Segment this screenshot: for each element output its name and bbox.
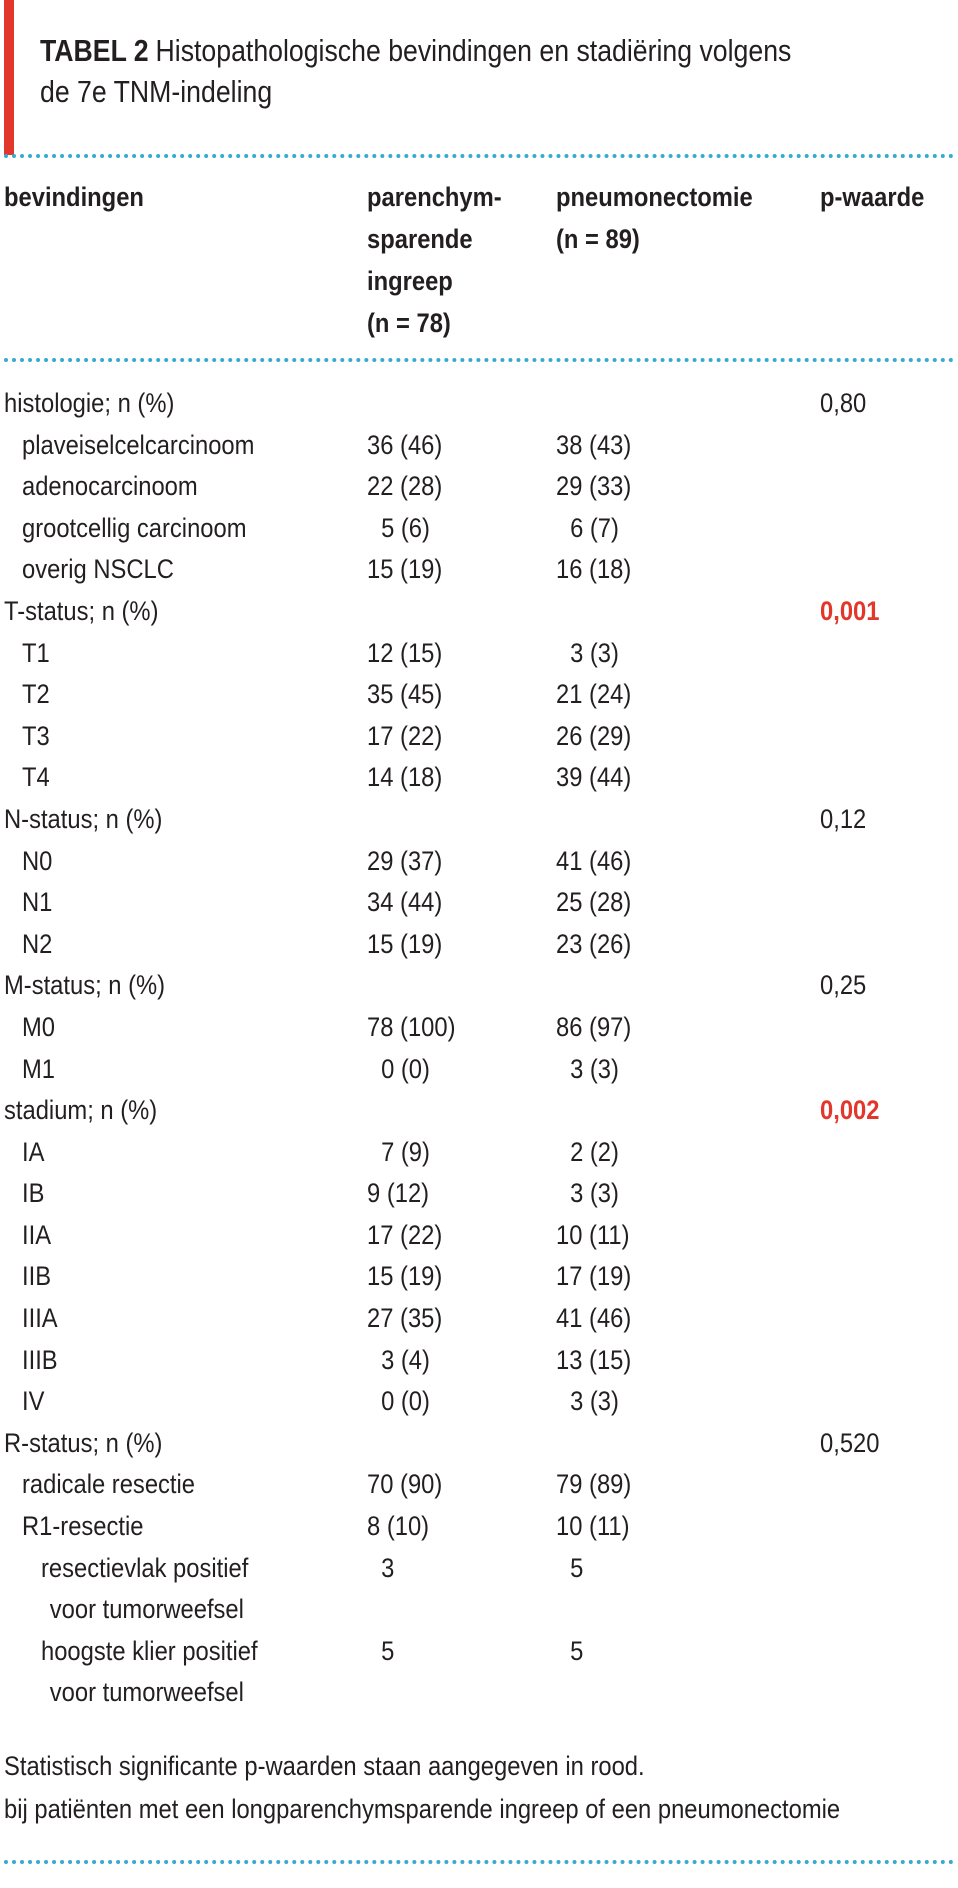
table-row xyxy=(0,882,958,924)
group-label xyxy=(4,383,174,425)
table-row xyxy=(0,1132,958,1174)
row-label xyxy=(22,508,247,550)
cell-parenchymsparend xyxy=(367,1548,394,1590)
cell-p-waarde: 0,80 xyxy=(820,388,867,418)
cell-pneumonectomie-text: 39 (44) xyxy=(556,762,632,793)
header-line: pneumonectomie xyxy=(556,182,753,212)
cell-pneumonectomie-text: 10 (11) xyxy=(556,1219,630,1250)
row-label xyxy=(22,882,52,924)
table-row xyxy=(0,1049,958,1091)
cell-parenchymsparend xyxy=(367,1631,394,1673)
row-label-text: IV xyxy=(22,1386,45,1417)
table-row xyxy=(0,841,958,883)
cell-pneumonectomie-text: 2 (2) xyxy=(570,1136,619,1167)
cell-pneumonectomie-text: 25 (28) xyxy=(556,887,632,918)
row-label xyxy=(22,466,198,508)
cell-parenchymsparend-text: 3 xyxy=(381,1552,395,1583)
table-row xyxy=(0,508,958,550)
cell-pneumonectomie xyxy=(556,841,631,883)
table-row xyxy=(0,1631,958,1714)
cell-parenchymsparend-text: 35 (45) xyxy=(367,679,443,710)
row-label-text: M1 xyxy=(22,1053,56,1084)
cell-pneumonectomie xyxy=(556,1173,619,1215)
header-bevindingen xyxy=(4,176,144,218)
cell-pneumonectomie-text: 17 (19) xyxy=(556,1261,632,1292)
cell-parenchymsparend-text: 9 (12) xyxy=(367,1178,430,1209)
table-row xyxy=(0,1506,958,1548)
table-row xyxy=(0,1464,958,1506)
cell-parenchymsparend xyxy=(367,633,442,675)
cell-parenchymsparend xyxy=(367,425,442,467)
table-row xyxy=(0,799,958,841)
table-row xyxy=(0,633,958,675)
cell-pneumonectomie-text: 79 (89) xyxy=(556,1469,632,1500)
row-label-continued: voor tumorweefsel xyxy=(49,1594,244,1625)
cell-p-waarde: 0,002 xyxy=(820,1095,880,1126)
table-row xyxy=(0,757,958,799)
cell-pneumonectomie-text: 41 (46) xyxy=(556,845,632,876)
row-label-text: adenocarcinoom xyxy=(22,471,198,502)
cell-pneumonectomie xyxy=(556,1049,619,1091)
row-label xyxy=(22,674,50,716)
row-label xyxy=(22,1298,58,1340)
cell-pneumonectomie-text: 86 (97) xyxy=(556,1011,632,1042)
row-label-text: IIB xyxy=(22,1261,52,1292)
row-label xyxy=(22,1381,44,1423)
table-row xyxy=(0,1381,958,1423)
table-row xyxy=(0,1548,958,1631)
cell-parenchymsparend-text: 27 (35) xyxy=(367,1303,443,1334)
cell-p-waarde: 0,12 xyxy=(820,803,867,834)
cell-pneumonectomie-text: 5 xyxy=(570,1552,584,1583)
cell-parenchymsparend xyxy=(367,1381,430,1423)
group-label xyxy=(4,1423,162,1465)
header-line: p-waarde xyxy=(820,182,925,212)
table-row xyxy=(0,591,958,633)
cell-pneumonectomie-text: 10 (11) xyxy=(556,1511,630,1542)
cell-parenchymsparend xyxy=(367,716,442,758)
footnotes xyxy=(4,1745,840,1831)
cell-parenchymsparend xyxy=(367,549,442,591)
group-label xyxy=(4,1090,157,1132)
table-row xyxy=(0,1007,958,1049)
cell-pneumonectomie-text: 3 (3) xyxy=(570,1178,619,1209)
cell-parenchymsparend-text: 8 (10) xyxy=(367,1511,430,1542)
cell-pneumonectomie xyxy=(556,1381,619,1423)
cell-parenchymsparend-text: 5 xyxy=(381,1635,395,1666)
cell-pneumonectomie xyxy=(556,1132,619,1174)
row-label xyxy=(22,1049,55,1091)
table-row xyxy=(0,1298,958,1340)
row-label-text: T1 xyxy=(22,637,50,668)
divider-bottom xyxy=(4,1860,954,1864)
table-row xyxy=(0,1340,958,1382)
cell-parenchymsparend xyxy=(367,508,430,550)
row-label-text: T-status; n (%) xyxy=(4,595,159,626)
row-label xyxy=(22,841,52,883)
row-label-text: radicale resectie xyxy=(22,1469,196,1500)
row-label-text: grootcellig carcinoom xyxy=(22,512,247,543)
header-line: bevindingen xyxy=(4,182,144,212)
row-label-text: overig NSCLC xyxy=(22,554,174,585)
header-pneumonectomie xyxy=(556,176,753,260)
cell-parenchymsparend-text: 14 (18) xyxy=(367,762,443,793)
table-caption: Histopathologische bevindingen en stadiëring volgens de 7e TNM-indeling xyxy=(40,33,792,109)
cell-parenchymsparend-text: 3 (4) xyxy=(381,1344,430,1375)
group-label xyxy=(4,591,158,633)
cell-parenchymsparend xyxy=(367,924,442,966)
row-label-text: IIIA xyxy=(22,1303,58,1334)
cell-pneumonectomie xyxy=(556,425,631,467)
row-label-text: T2 xyxy=(22,679,50,710)
row-label-text: N2 xyxy=(22,928,53,959)
cell-parenchymsparend xyxy=(367,1256,442,1298)
cell-parenchymsparend-text: 0 (0) xyxy=(381,1386,430,1417)
row-label xyxy=(22,1132,44,1174)
cell-pneumonectomie xyxy=(556,1007,631,1049)
cell-parenchymsparend xyxy=(367,1215,442,1257)
row-label xyxy=(22,425,254,467)
cell-pneumonectomie xyxy=(556,1464,631,1506)
cell-pneumonectomie xyxy=(556,1548,583,1590)
row-label-text: IIIB xyxy=(22,1344,58,1375)
cell-parenchymsparend xyxy=(367,1007,456,1049)
table-row xyxy=(0,716,958,758)
cell-pneumonectomie-text: 26 (29) xyxy=(556,720,632,751)
cell-parenchymsparend xyxy=(367,1173,429,1215)
row-label xyxy=(22,1256,51,1298)
row-label xyxy=(41,1631,258,1714)
cell-pneumonectomie xyxy=(556,466,631,508)
table-row xyxy=(0,425,958,467)
row-label xyxy=(22,1340,58,1382)
row-label-text: resectievlak positief xyxy=(41,1552,249,1583)
cell-pneumonectomie xyxy=(556,757,631,799)
cell-parenchymsparend xyxy=(367,1049,430,1091)
cell-pneumonectomie xyxy=(556,716,631,758)
cell-parenchymsparend xyxy=(367,841,442,883)
cell-pneumonectomie xyxy=(556,633,619,675)
row-label xyxy=(22,1464,195,1506)
cell-parenchymsparend-text: 12 (15) xyxy=(367,637,443,668)
cell-pneumonectomie-text: 38 (43) xyxy=(556,429,632,460)
table-row xyxy=(0,674,958,716)
row-label-text: T4 xyxy=(22,762,50,793)
table-row xyxy=(0,549,958,591)
table-row xyxy=(0,924,958,966)
row-label-text: R-status; n (%) xyxy=(4,1427,163,1458)
cell-parenchymsparend-text: 17 (22) xyxy=(367,720,443,751)
footnote-population: bij patiënten met een longparenchymsparende ingreep of een pneumonectomie xyxy=(4,1794,841,1824)
table-row xyxy=(0,383,958,425)
cell-parenchymsparend xyxy=(367,1340,430,1382)
cell-parenchymsparend xyxy=(367,1464,442,1506)
cell-pneumonectomie-text: 5 xyxy=(570,1635,584,1666)
row-label xyxy=(22,633,50,675)
cell-parenchymsparend-text: 15 (19) xyxy=(367,554,443,585)
cell-parenchymsparend-text: 15 (19) xyxy=(367,928,443,959)
header-line: parenchym- xyxy=(367,182,502,212)
cell-pneumonectomie-text: 29 (33) xyxy=(556,471,632,502)
cell-parenchymsparend-text: 7 (9) xyxy=(381,1136,430,1167)
table-row xyxy=(0,1173,958,1215)
cell-pneumonectomie-text: 21 (24) xyxy=(556,679,632,710)
cell-parenchymsparend-text: 34 (44) xyxy=(367,887,443,918)
row-label-text: M-status; n (%) xyxy=(4,970,166,1001)
cell-parenchymsparend-text: 70 (90) xyxy=(367,1469,443,1500)
divider-top xyxy=(4,154,954,158)
cell-p-waarde: 0,520 xyxy=(820,1427,880,1458)
row-label xyxy=(22,1007,55,1049)
cell-pneumonectomie xyxy=(556,674,631,716)
row-label-text: histologie; n (%) xyxy=(4,388,175,418)
row-label xyxy=(22,757,50,799)
cell-pneumonectomie-text: 3 (3) xyxy=(570,1386,619,1417)
row-label xyxy=(22,1173,44,1215)
cell-pneumonectomie-text: 23 (26) xyxy=(556,928,632,959)
header-line: (n = 78) xyxy=(367,308,451,338)
cell-parenchymsparend-text: 36 (46) xyxy=(367,429,443,460)
cell-pneumonectomie xyxy=(556,1298,631,1340)
cell-parenchymsparend-text: 78 (100) xyxy=(367,1011,456,1042)
row-label-text: R1-resectie xyxy=(22,1511,144,1542)
cell-parenchymsparend-text: 5 (6) xyxy=(381,512,430,543)
header-line: (n = 89) xyxy=(556,224,640,254)
row-label-text: N0 xyxy=(22,845,53,876)
cell-parenchymsparend xyxy=(367,757,442,799)
row-label-text: T3 xyxy=(22,720,50,751)
cell-pneumonectomie xyxy=(556,549,631,591)
footnote-significance: Statistisch significante p-waarden staan aangegeven in rood. xyxy=(4,1751,645,1781)
cell-pneumonectomie-text: 41 (46) xyxy=(556,1303,632,1334)
row-label-text: N1 xyxy=(22,887,53,918)
cell-p-waarde: 0,25 xyxy=(820,970,867,1001)
cell-pneumonectomie xyxy=(556,882,631,924)
cell-pneumonectomie xyxy=(556,1506,630,1548)
cell-parenchymsparend-text: 15 (19) xyxy=(367,1261,443,1292)
row-label xyxy=(22,1506,143,1548)
header-p-waarde xyxy=(820,176,924,218)
table-title-block xyxy=(0,0,958,155)
row-label-text: stadium; n (%) xyxy=(4,1095,158,1126)
cell-parenchymsparend xyxy=(367,466,442,508)
row-label-text: plaveiselcelcarcinoom xyxy=(22,429,255,460)
row-label xyxy=(22,1215,51,1257)
cell-pneumonectomie-text: 3 (3) xyxy=(570,637,619,668)
cell-p-waarde: 0,001 xyxy=(820,595,880,626)
cell-pneumonectomie-text: 6 (7) xyxy=(570,512,619,543)
header-line: sparende xyxy=(367,224,473,254)
table-number: TABEL 2 xyxy=(40,33,149,68)
row-label xyxy=(41,1548,248,1631)
row-label-text: IIA xyxy=(22,1219,52,1250)
group-label xyxy=(4,965,165,1007)
divider-header xyxy=(4,358,954,362)
cell-pneumonectomie-text: 3 (3) xyxy=(570,1053,619,1084)
header-parenchymsparend xyxy=(367,176,502,344)
cell-parenchymsparend-text: 17 (22) xyxy=(367,1219,443,1250)
table-row xyxy=(0,1215,958,1257)
row-label-continued: voor tumorweefsel xyxy=(49,1677,244,1708)
cell-parenchymsparend-text: 22 (28) xyxy=(367,471,443,502)
cell-parenchymsparend xyxy=(367,1132,430,1174)
table-row xyxy=(0,466,958,508)
cell-pneumonectomie xyxy=(556,1215,630,1257)
cell-pneumonectomie xyxy=(556,508,619,550)
cell-parenchymsparend xyxy=(367,674,442,716)
row-label-text: M0 xyxy=(22,1011,56,1042)
cell-pneumonectomie xyxy=(556,1256,631,1298)
header-line: ingreep xyxy=(367,266,453,296)
cell-pneumonectomie xyxy=(556,1340,631,1382)
group-label xyxy=(4,799,162,841)
cell-pneumonectomie xyxy=(556,1631,583,1673)
cell-parenchymsparend xyxy=(367,1506,429,1548)
row-label xyxy=(22,716,50,758)
cell-pneumonectomie-text: 13 (15) xyxy=(556,1344,632,1375)
accent-bar xyxy=(4,0,14,155)
row-label-text: hoogste klier positief xyxy=(41,1635,258,1666)
cell-pneumonectomie-text: 16 (18) xyxy=(556,554,632,585)
row-label xyxy=(22,549,174,591)
cell-parenchymsparend xyxy=(367,1298,442,1340)
row-label-text: IB xyxy=(22,1178,45,1209)
table-row xyxy=(0,965,958,1007)
table-row xyxy=(0,1423,958,1465)
table-body xyxy=(0,383,958,1714)
cell-parenchymsparend-text: 0 (0) xyxy=(381,1053,430,1084)
cell-parenchymsparend xyxy=(367,882,442,924)
table-title xyxy=(40,30,814,112)
table-row xyxy=(0,1256,958,1298)
table-row xyxy=(0,1090,958,1132)
cell-pneumonectomie xyxy=(556,924,631,966)
cell-parenchymsparend-text: 29 (37) xyxy=(367,845,443,876)
row-label-text: N-status; n (%) xyxy=(4,803,163,834)
row-label-text: IA xyxy=(22,1136,45,1167)
row-label xyxy=(22,924,52,966)
